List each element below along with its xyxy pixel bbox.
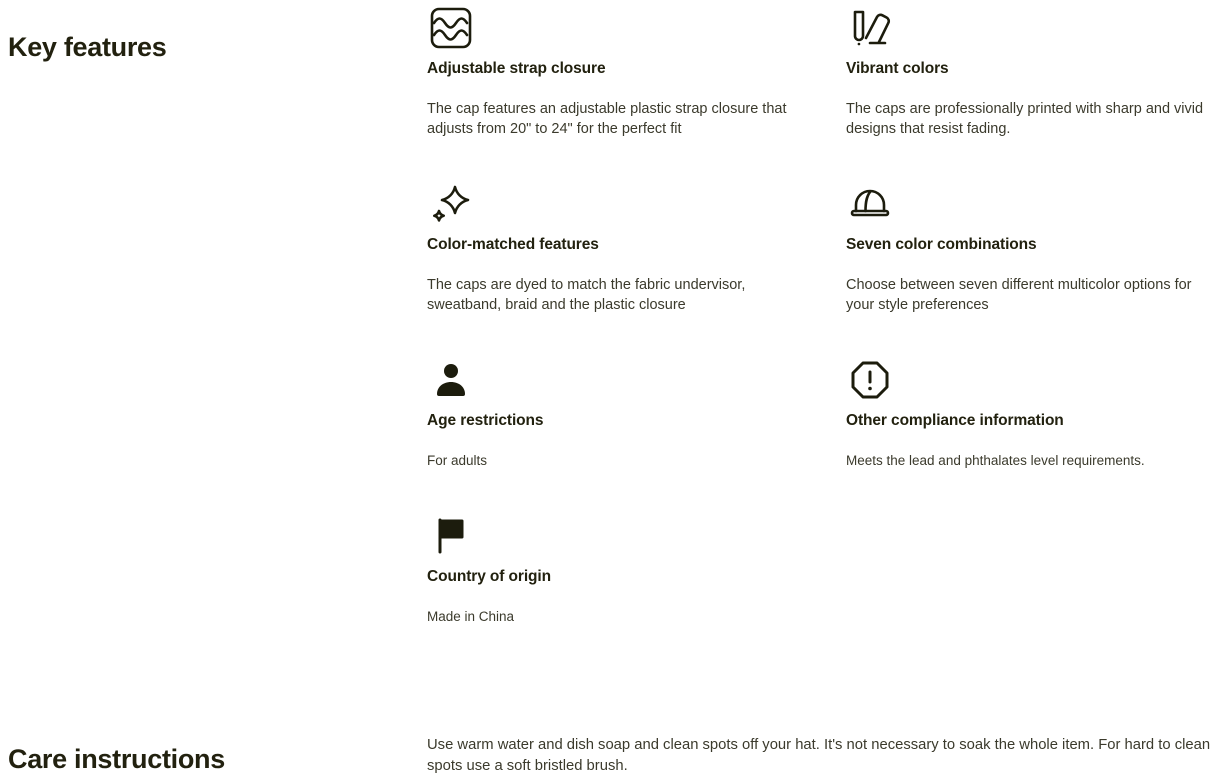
feature-title: Country of origin	[427, 568, 552, 585]
feature-description: Meets the lead and phthalates level requirements.	[846, 452, 1145, 468]
feature-description: The caps are dyed to match the fabric undervisor, sweatband, braid and the plastic closure	[427, 276, 746, 314]
feature-description: Made in China	[427, 608, 515, 624]
feature-color-matched-features	[427, 180, 812, 316]
feature-title: Other compliance information	[846, 412, 1064, 429]
sparkle-icon	[427, 180, 812, 228]
cap-icon	[846, 180, 1221, 228]
care-instructions-heading: Care instructions	[8, 744, 225, 775]
adjustable-strap-icon	[427, 4, 812, 52]
feature-adjustable-strap-closure	[427, 4, 812, 140]
feature-other-compliance-information	[846, 356, 1221, 470]
color-swatch-icon	[846, 4, 1221, 52]
feature-title: Age restrictions	[427, 412, 544, 429]
feature-description: The caps are professionally printed with sharp and vivid designs that resist fading.	[846, 100, 1204, 138]
feature-seven-color-combinations	[846, 180, 1221, 316]
feature-description: The cap features an adjustable plastic strap closure that adjusts from 20" to 24" for the perfect fit	[427, 100, 787, 138]
feature-description: For adults	[427, 452, 488, 468]
flag-icon	[427, 512, 812, 560]
key-features-heading: Key features	[8, 32, 167, 63]
warning-octagon-icon	[846, 356, 1221, 404]
feature-vibrant-colors	[846, 4, 1221, 140]
feature-description: Choose between seven different multicolor options for your style preferences	[846, 276, 1192, 314]
feature-title: Color-matched features	[427, 236, 599, 253]
feature-title: Seven color combinations	[846, 236, 1037, 253]
feature-country-of-origin	[427, 512, 812, 626]
feature-age-restrictions	[427, 356, 812, 470]
feature-title: Vibrant colors	[846, 60, 949, 77]
person-icon	[427, 356, 812, 404]
feature-title: Adjustable strap closure	[427, 60, 606, 77]
care-instructions-body: Use warm water and dish soap and clean spots off your hat. It's not necessary to soak the whole item. For hard to clean spots use a soft bristled brush.	[427, 736, 1211, 775]
